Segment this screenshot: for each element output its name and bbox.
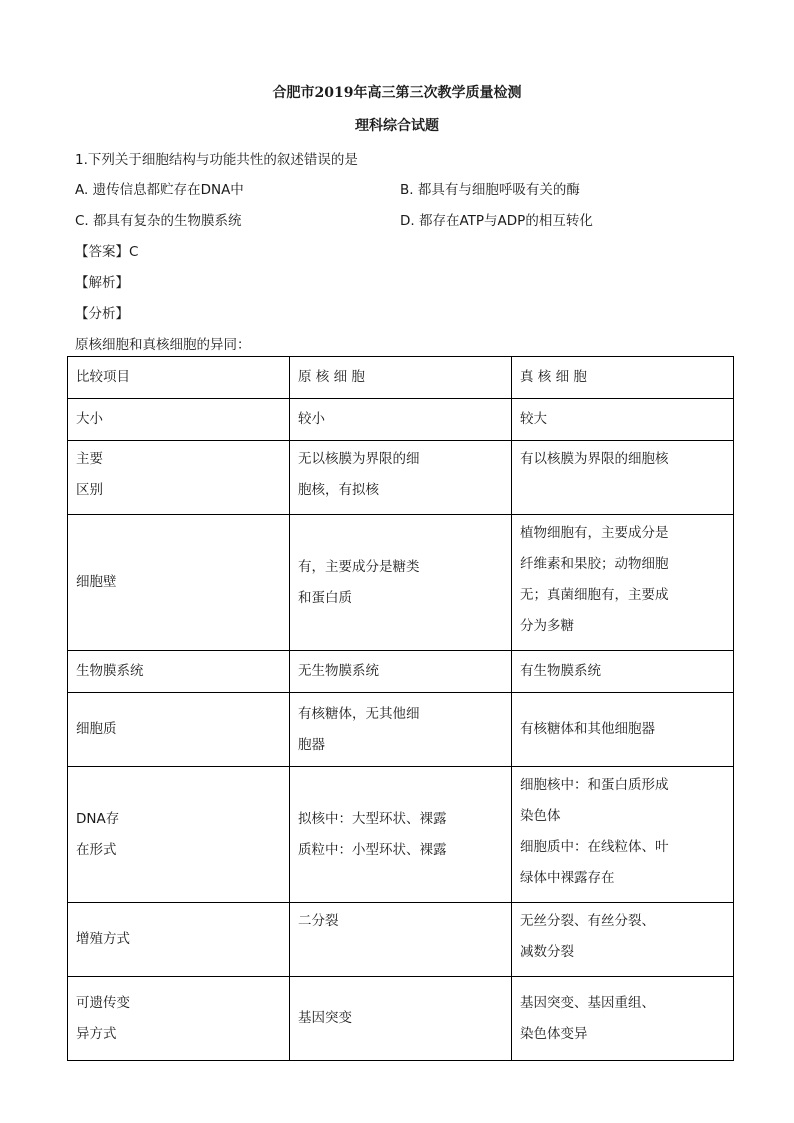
cell-line: 二分裂 xyxy=(298,913,339,929)
item-cell xyxy=(68,399,290,441)
cell-line: 无丝分裂、有丝分裂、 xyxy=(520,913,655,929)
cell-line: 植物细胞有，主要成分是 xyxy=(520,525,669,541)
prokaryote-cell xyxy=(290,977,512,1061)
cell-line: 分为多糖 xyxy=(520,618,574,634)
cell-line: 和蛋白质 xyxy=(298,589,352,606)
question-stem: 1.下列关于细胞结构与功能共性的叙述错误的是 xyxy=(75,152,358,168)
cell-line: 细胞质中：在线粒体、叶 xyxy=(520,839,669,855)
table-row xyxy=(68,767,734,903)
item-cell xyxy=(68,515,290,651)
cell-line: 胞核，有拟核 xyxy=(298,482,379,498)
answer: 【答案】C xyxy=(75,244,139,260)
cell-line: 拟核中：大型环状、裸露 xyxy=(298,810,447,827)
option-b: B. 都具有与细胞呼吸有关的酶 xyxy=(400,182,580,198)
cell-line: 生物膜系统 xyxy=(76,663,144,679)
analysis-label: 【解析】 xyxy=(75,275,129,291)
item-cell xyxy=(68,767,290,903)
cell-line: 较大 xyxy=(520,411,547,427)
prokaryote-cell xyxy=(290,399,512,441)
cell-line: 可遗传变 xyxy=(76,994,130,1011)
table-row xyxy=(68,399,734,441)
item-cell xyxy=(68,903,290,977)
header-cell: 真 核 细 胞 xyxy=(512,357,734,399)
cell-line: DNA存 xyxy=(76,810,120,827)
cell-line: 绿体中裸露存在 xyxy=(520,870,615,886)
cell-line: 有生物膜系统 xyxy=(520,663,601,679)
cell-line: 染色体 xyxy=(520,808,561,824)
table-row xyxy=(68,977,734,1061)
cell-line: 基因突变、基因重组、 xyxy=(520,994,655,1011)
cell-line: 细胞质 xyxy=(76,721,117,737)
cell-line: 在形式 xyxy=(76,841,117,858)
cell-line: 染色体变异 xyxy=(520,1025,588,1042)
cell-line: 无生物膜系统 xyxy=(298,663,379,679)
eukaryote-cell xyxy=(512,441,734,515)
prokaryote-cell xyxy=(290,693,512,767)
prokaryote-cell xyxy=(290,515,512,651)
cell-line: 细胞核中：和蛋白质形成 xyxy=(520,777,669,793)
cell-line: 大小 xyxy=(76,411,103,427)
page-title: 合肥市2019年高三第三次教学质量检测 xyxy=(272,85,522,101)
eukaryote-cell xyxy=(512,693,734,767)
table-row xyxy=(68,515,734,651)
eukaryote-cell xyxy=(512,515,734,651)
page-subtitle: 理科综合试题 xyxy=(355,118,439,134)
fenxi-label: 【分析】 xyxy=(75,306,129,322)
item-cell xyxy=(68,651,290,693)
cell-line: 主要 xyxy=(76,451,103,467)
table-intro: 原核细胞和真核细胞的异同： xyxy=(75,337,251,353)
item-cell xyxy=(68,693,290,767)
cell-line: 区别 xyxy=(76,482,103,498)
table-header-row xyxy=(68,357,734,399)
option-c: C. 都具有复杂的生物膜系统 xyxy=(75,213,242,229)
option-d: D. 都存在ATP与ADP的相互转化 xyxy=(400,213,593,229)
cell-line: 减数分裂 xyxy=(520,944,574,960)
eukaryote-cell xyxy=(512,651,734,693)
item-cell xyxy=(68,977,290,1061)
cell-line: 基因突变 xyxy=(298,1010,352,1026)
cell-line: 有，主要成分是糖类 xyxy=(298,558,420,575)
comparison-table xyxy=(67,356,734,1061)
item-cell xyxy=(68,441,290,515)
header-cell: 原 核 细 胞 xyxy=(290,357,512,399)
table-row xyxy=(68,651,734,693)
cell-line: 细胞壁 xyxy=(76,574,117,590)
prokaryote-cell xyxy=(290,903,512,977)
cell-line: 较小 xyxy=(298,411,325,427)
table-row xyxy=(68,441,734,515)
cell-line: 有核糖体，无其他细 xyxy=(298,705,420,722)
prokaryote-cell xyxy=(290,767,512,903)
cell-line: 有以核膜为界限的细胞核 xyxy=(520,451,669,467)
cell-line: 纤维素和果胶；动物细胞 xyxy=(520,556,669,572)
eukaryote-cell xyxy=(512,903,734,977)
table-row xyxy=(68,903,734,977)
header-cell: 比较项目 xyxy=(68,357,290,399)
cell-line: 胞器 xyxy=(298,736,325,753)
cell-line: 增殖方式 xyxy=(76,931,130,947)
eukaryote-cell xyxy=(512,767,734,903)
cell-line: 无以核膜为界限的细 xyxy=(298,451,420,467)
option-a: A. 遗传信息都贮存在DNA中 xyxy=(75,182,244,198)
eukaryote-cell xyxy=(512,399,734,441)
prokaryote-cell xyxy=(290,651,512,693)
prokaryote-cell xyxy=(290,441,512,515)
eukaryote-cell xyxy=(512,977,734,1061)
cell-line: 异方式 xyxy=(76,1025,117,1042)
cell-line: 无；真菌细胞有，主要成 xyxy=(520,587,669,603)
table-row xyxy=(68,693,734,767)
cell-line: 质粒中：小型环状、裸露 xyxy=(298,841,447,858)
cell-line: 有核糖体和其他细胞器 xyxy=(520,721,655,737)
